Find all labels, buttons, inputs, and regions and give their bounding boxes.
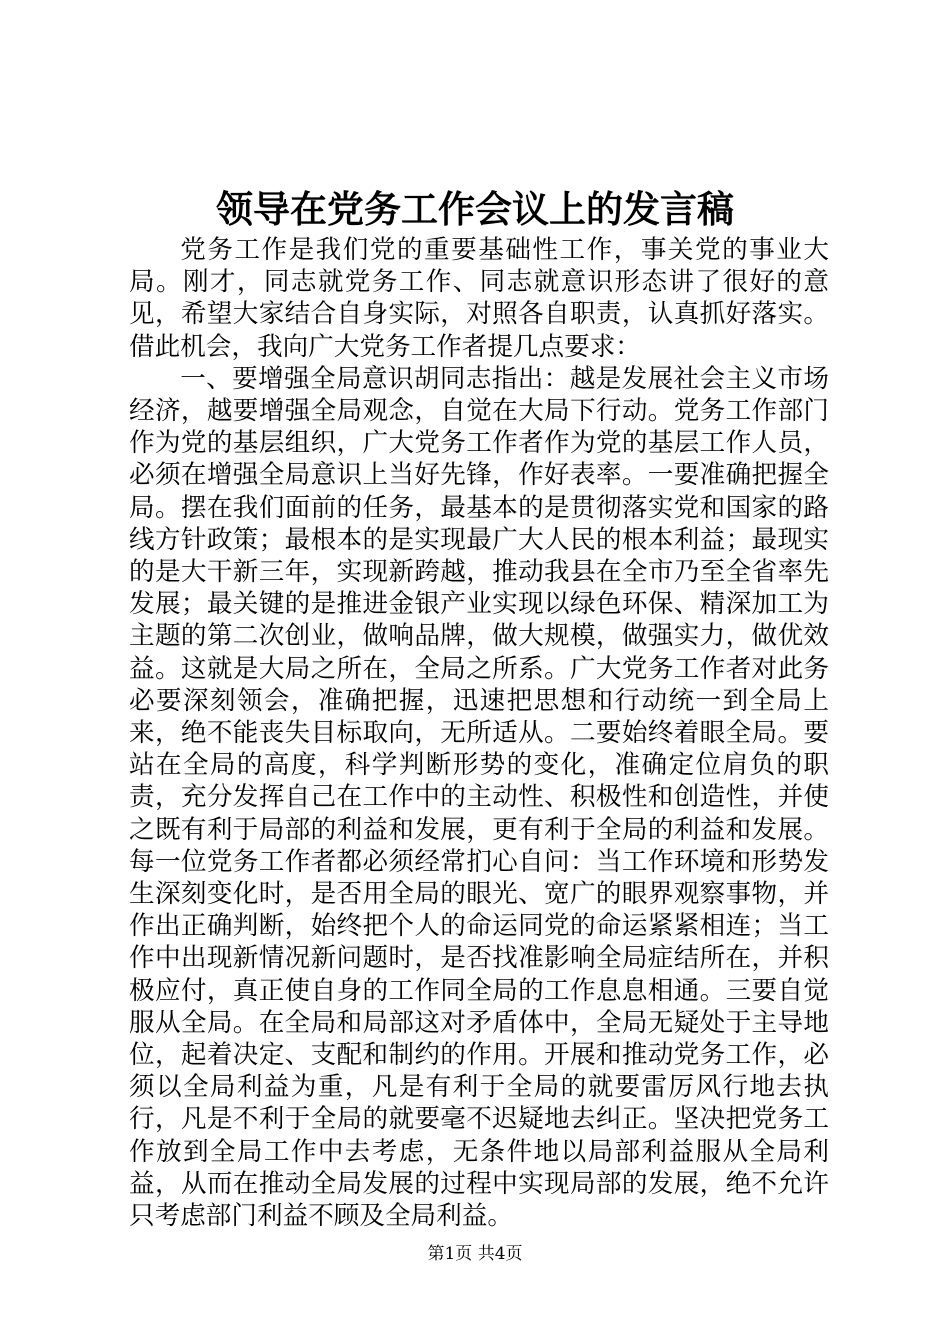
paragraph-global-awareness: 一、要增强全局意识胡同志指出：越是发展社会主义市场经济，越要增强全局观念，自觉在大局下行动。党务工作部门作为党的基层组织，广大党务工作者作为党的基层工作人员，必须在增强全局意识上当好先锋，作好表率。一要准确把握全局。摆在我们面前的任务，最基本的是贯彻落实党和国家的路线方针政策；最根本的是实现最广大人民的根本利益；最现实的是大干新三年，实现新跨越，推动我县在全市乃至全省率先发展；最关键的是推进金银产业实现以绿色环保、精深加工为主题的第二次创业，做响品牌，做大规模，做强实力，做优效益。这就是大局之所在，全局之所系。广大党务工作者对此务必要深刻领会，准确把握，迅速把思想和行动统一到全局上来，绝不能丧失目标取向，无所适从。二要始终着眼全局。要站在全局的高度，科学判断形势的变化，准确定位肩负的职责，充分发挥自己在工作中的主动性、积极性和创造性，并使之既有利于局部的利益和发展，更有利于全局的利益和发展。每一位党务工作者都必须经常扪心自问：当工作环境和形势发生深刻变化时，是否用全局的眼光、宽广的眼界观察事物，并作出正确判断，始终把个人的命运同党的命运紧紧相连；当工作中出现新情况新问题时，是否找准影响全局症结所在，并积极应付，真正使自身的工作同全局的工作息息相通。三要自觉服从全局。在全局和局部这对矛盾体中，全局无疑处于主导地位，起着决定、支配和制约的作用。开展和推动党务工作，必须以全局利益为重，凡是有利于全局的就要雷厉风行地去执行，凡是不利于全局的就要毫不迟疑地去纠正。坚决把党务工作放到全局工作中去考虑，无条件地以局部利益服从全局利益，从而在推动全局发展的过程中实现局部的发展，绝不允许只考虑部门利益不顾及全局利益。 — [129, 363, 829, 1232]
page-footer: 第1页 共4页 — [427, 1244, 523, 1264]
paragraph-intro: 党务工作是我们党的重要基础性工作，事关党的事业大局。刚才，同志就党务工作、同志就意识形态讲了很好的意见，希望大家结合自身实际，对照各自职责，认真抓好落实。借此机会，我向广大党务工作者提几点要求： — [129, 235, 829, 362]
document-body — [129, 234, 829, 1232]
document-title: 领导在党务工作会议上的发言稿 — [216, 187, 734, 231]
